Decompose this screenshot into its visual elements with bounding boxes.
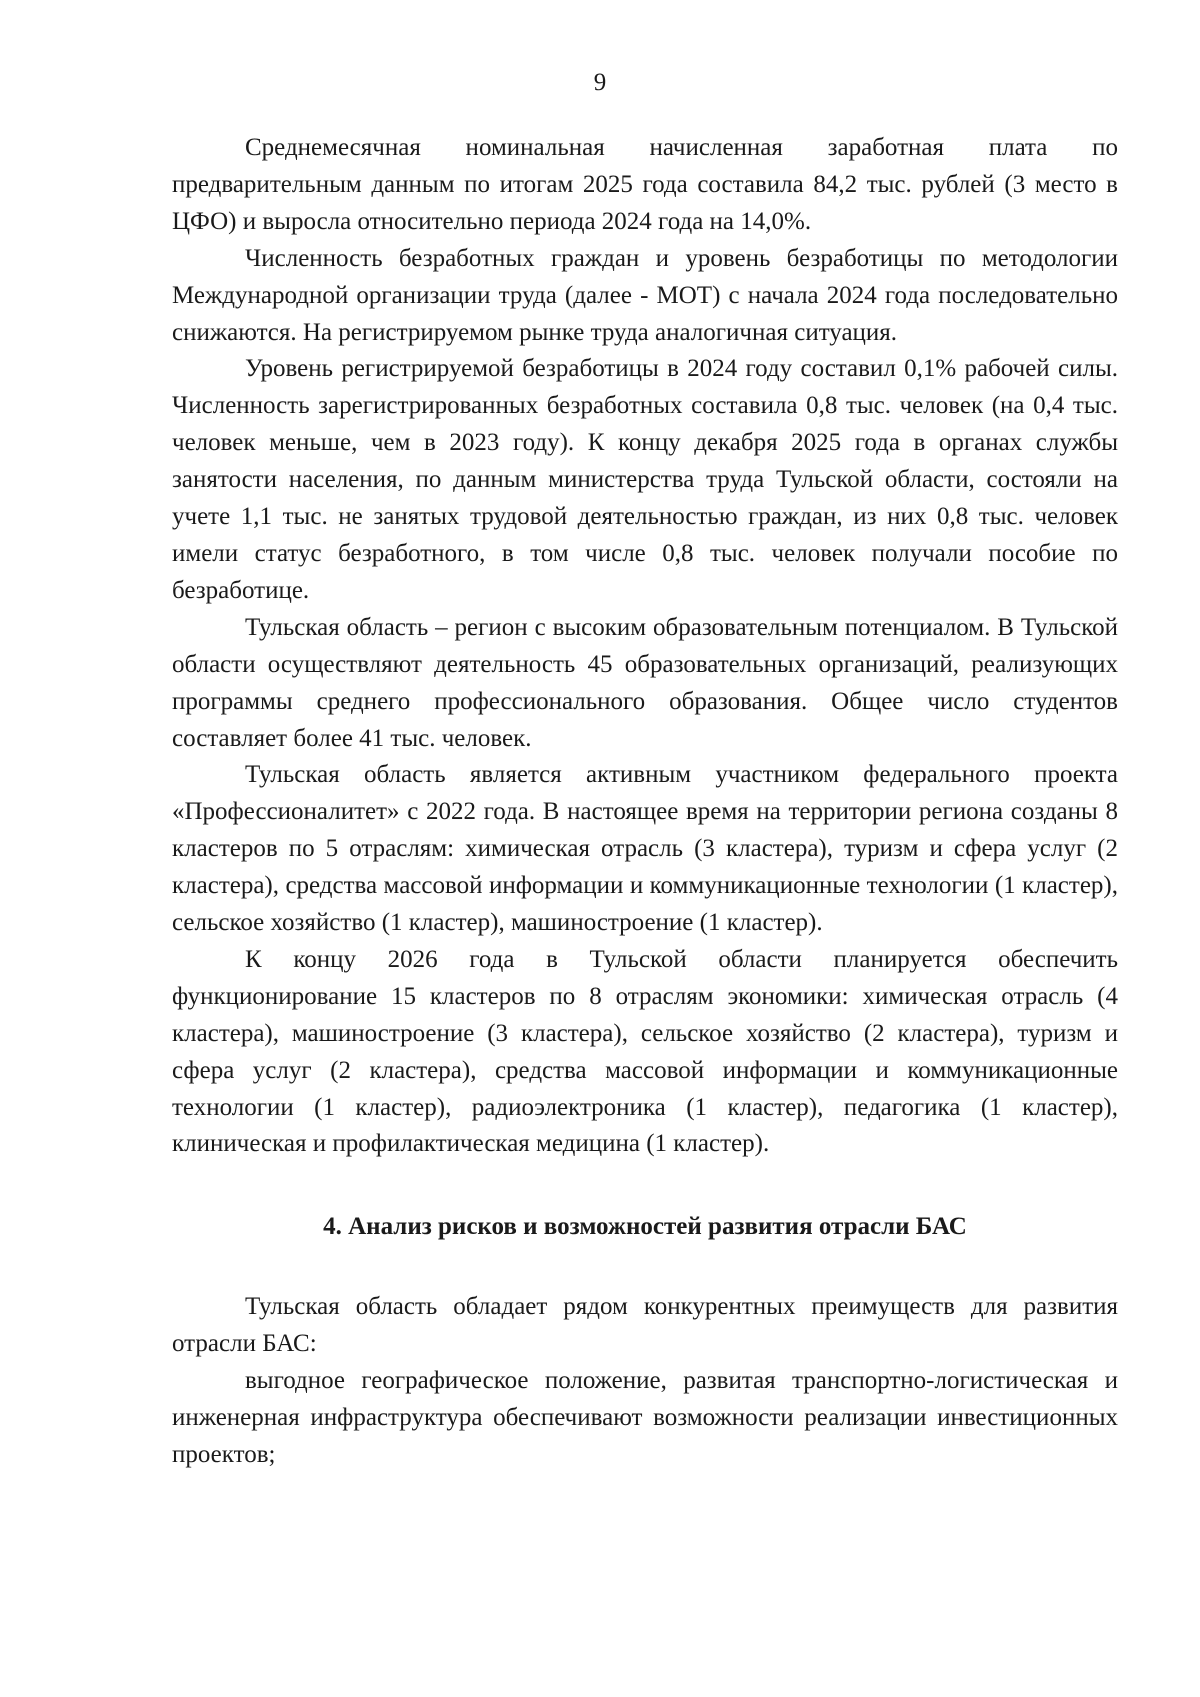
paragraph-education-potential: Тульская область – регион с высоким образовательным потенциалом. В Тульской области осуществляют деятельность 45 образовательных организаций, реализующих программы среднего профессионального образования. Общее число студентов составляет более 41 тыс. человек. [172,613,1118,752]
paragraph-advantages-intro: Тульская область обладает рядом конкурентных преимуществ для развития отрасли БАС: [172,1293,1118,1358]
paragraph-advantage-geography: выгодное географическое положение, развитая транспортно-логистическая и инженерная инфраструктура обеспечивают возможности реализации инвестиционных проектов; [172,1367,1118,1468]
paragraph-clusters-plan: К концу 2026 года в Тульской области планируется обеспечить функционирование 15 кластеров по 8 отраслям экономики: химическая отрасль (4 кластера), машиностроение (3 кластера), сельское хозяйство (2 кластера), туризм и сфера услуг (2 кластера), средства массовой информации и коммуникационные технологии (1 кластер), радиоэлектроника (1 кластер), педагогика (1 кластер), клиническая и профилактическая медицина (1 кластер). [172,945,1118,1158]
section-heading: 4. Анализ рисков и возможностей развития отрасли БАС [323,1213,967,1241]
paragraph-registered-unemployment: Уровень регистрируемой безработицы в 2024 году составил 0,1% рабочей силы. Численность зарегистрированных безработных составила 0,8 тыс. человек (на 0,4 тыс. человек меньше, чем в 2023 году). К концу декабря 2025 года в органах службы занятости населения, по данным министерства труда Тульской области, состояли на учете 1,1 тыс. не занятых трудовой деятельностью граждан, из них 0,8 тыс. человек имели статус безработного, в том числе 0,8 тыс. человек получали пособие по безработице. [172,355,1118,604]
page-number: 9 [593,69,607,96]
paragraph-professionalitet: Тульская область является активным участником федерального проекта «Профессионалитет» с 2022 года. В настоящее время на территории региона созданы 8 кластеров по 5 отраслям: химическая отрасль (3 кластера), туризм и сфера услуг (2 кластера), средства массовой информации и коммуникационные технологии (1 кластер), сельское хозяйство (1 кластер), машиностроение (1 кластер). [172,761,1118,937]
paragraph-salary: Среднемесячная номинальная начисленная заработная плата по предварительным данным по итогам 2025 года составила 84,2 тыс. рублей (3 место в ЦФО) и выросла относительно периода 2024 года на 14,0%. [172,134,1118,235]
paragraph-unemployment-count: Численность безработных граждан и уровень безработицы по методологии Международной организации труда (далее - МОТ) с начала 2024 года последовательно снижаются. На регистрируемом рынке труда аналогичная ситуация. [172,244,1118,346]
document-body [172,130,1118,1474]
